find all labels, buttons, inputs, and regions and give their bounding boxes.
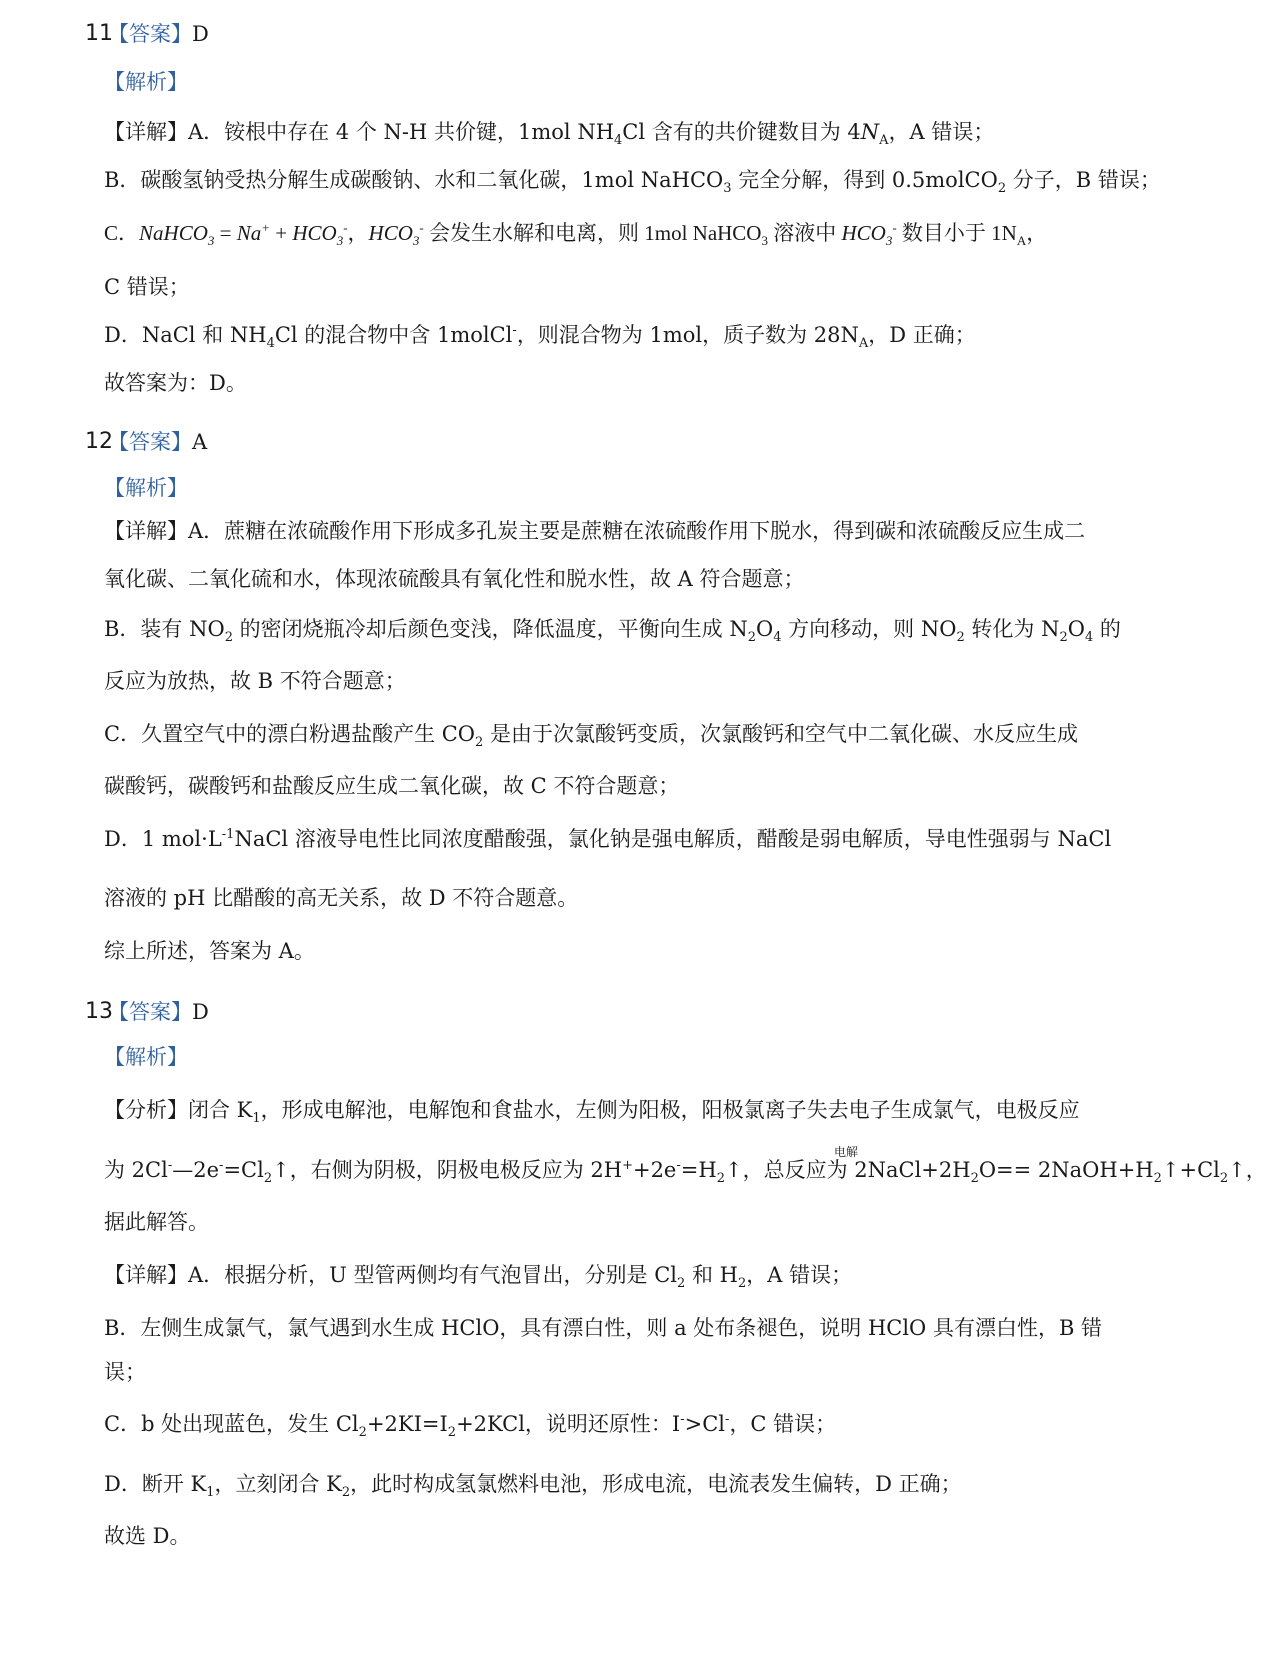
q12-line-b2: 反应为放热，故 B 不符合题意； — [104, 669, 406, 693]
electrolysis-condition-label: 电解 — [834, 1145, 859, 1159]
q13-line-b1: B．左侧生成氯气，氯气遇到水生成 HClO，具有漂白性，则 a 处布条褪色，说明 HClO 具有漂白性，B 错 — [104, 1316, 1103, 1340]
q12-answer: A — [192, 430, 208, 454]
q13-fenxi-1: 【分析】闭合 $K_1$，形成电解池，电解饱和食盐水，左侧为阳极，阳极氯离子失去电子生成氯气，电极反应 — [104, 1098, 1080, 1127]
q13-conclusion: 故选 D。 — [104, 1524, 191, 1548]
q11-number: 11 — [85, 21, 113, 46]
q13-number: 13 — [85, 999, 113, 1024]
q11-line-d: D．NaCl 和 $NH_4Cl$ 的混合物中含 1molCl-，则混合物为 1mol，质子数为 $28N_A$，D 正确； — [104, 323, 976, 352]
q13-line-c: C．b 处出现蓝色，发生 $Cl_2+2KI=I_2+2KCl$，说明还原性：I->Cl-，C 错误； — [104, 1412, 837, 1441]
detail-tag: 【详解】 — [104, 519, 188, 543]
q12-conclusion: 综上所述，答案为 A。 — [104, 939, 315, 963]
q11-line-c: C．NaHCO$_3$ = $Na^+ + HCO_3^-$，$HCO_3^-$ 会发生水解和电离，则 1mol NaHCO$_3$ 溶液中 $HCO_3^-$ 数目小于 $1N_A$， — [104, 220, 1048, 249]
q13-answer: D — [192, 1000, 209, 1024]
q11-line-c2: C 错误； — [104, 275, 190, 299]
q12-line-b1: B．装有 $NO_2$ 的密闭烧瓶冷却后颜色变浅，降低温度，平衡向生成 $N_2O_4$ 方向移动，则 $NO_2$ 转化为 $N_2O_4$ 的 — [104, 617, 1121, 646]
q12-line-d2: 溶液的 pH 比醋酸的高无关系，故 D 不符合题意。 — [104, 886, 579, 910]
q13-line-a: 【详解】A．根据分析，U 型管两侧均有气泡冒出，分别是 $Cl_2$ 和 $H_2$，A 错误； — [104, 1263, 853, 1292]
answer-tag: 【答案】 — [108, 430, 192, 454]
answer-tag: 【答案】 — [108, 22, 192, 46]
q12-number: 12 — [85, 429, 113, 454]
q12-line-a1: 【详解】A．蔗糖在浓硫酸作用下形成多孔炭主要是蔗糖在浓硫酸作用下脱水，得到碳和浓硫酸反应生成二 — [104, 519, 1086, 543]
q12-line-c2: 碳酸钙，碳酸钙和盐酸反应生成二氧化碳，故 C 不符合题意； — [104, 774, 680, 798]
q13-line-d: D．断开 $K_1$，立刻闭合 $K_2$，此时构成氢氯燃料电池，形成电流，电流表发生偏转，D 正确； — [104, 1472, 962, 1501]
q13-analysis-tag: 【解析】 — [104, 1045, 188, 1069]
q12-line-d1: D．1 $mol\cdot L^{-1}NaCl$ 溶液导电性比同浓度醋酸强，氯化钠是强电解质，醋酸是弱电解质，导电性强弱与 NaCl — [104, 827, 1112, 851]
q13-line-b2: 误； — [104, 1360, 146, 1384]
q12-analysis-tag: 【解析】 — [104, 476, 188, 500]
q11-line-b: B．碳酸氢钠受热分解生成碳酸钠、水和二氧化碳，1mol NaHCO$_3$ 完全分解，得到 0.5molCO$_2$ 分子，B 错误； — [104, 168, 1161, 197]
fenxi-tag: 【分析】 — [104, 1098, 188, 1122]
q11-answer: D — [192, 22, 209, 46]
q13-fenxi-3: 据此解答。 — [104, 1210, 209, 1234]
q13-fenxi-2: 为 $2Cl^-—2e^-=Cl_2↑$，右侧为阴极，阴极电极反应为 $2H^++2e^-=H_2↑$，总反应为 $2NaCl+2H_2O==$ $2NaOH+H_2↑+Cl_2↑$， — [104, 1158, 1267, 1187]
q12-line-a2: 氧化碳、二氧化硫和水，体现浓硫酸具有氧化性和脱水性，故 A 符合题意； — [104, 567, 805, 591]
answer-tag: 【答案】 — [108, 1000, 192, 1024]
q12-line-c1: C．久置空气中的漂白粉遇盐酸产生 $CO_2$ 是由于次氯酸钙变质，次氯酸钙和空气中二氧化碳、水反应生成 — [104, 722, 1078, 751]
detail-tag: 【详解】 — [104, 120, 188, 144]
q11-conclusion: 故答案为：D。 — [104, 371, 247, 395]
q11-detail-a: 【详解】A．铵根中存在 4 个 N-H 共价键，1mol $NH_4Cl$ 含有的共价键数目为 $4N_A$，A 错误； — [104, 120, 995, 149]
detail-tag: 【详解】 — [104, 1263, 188, 1287]
q11-analysis-tag: 【解析】 — [104, 70, 188, 94]
